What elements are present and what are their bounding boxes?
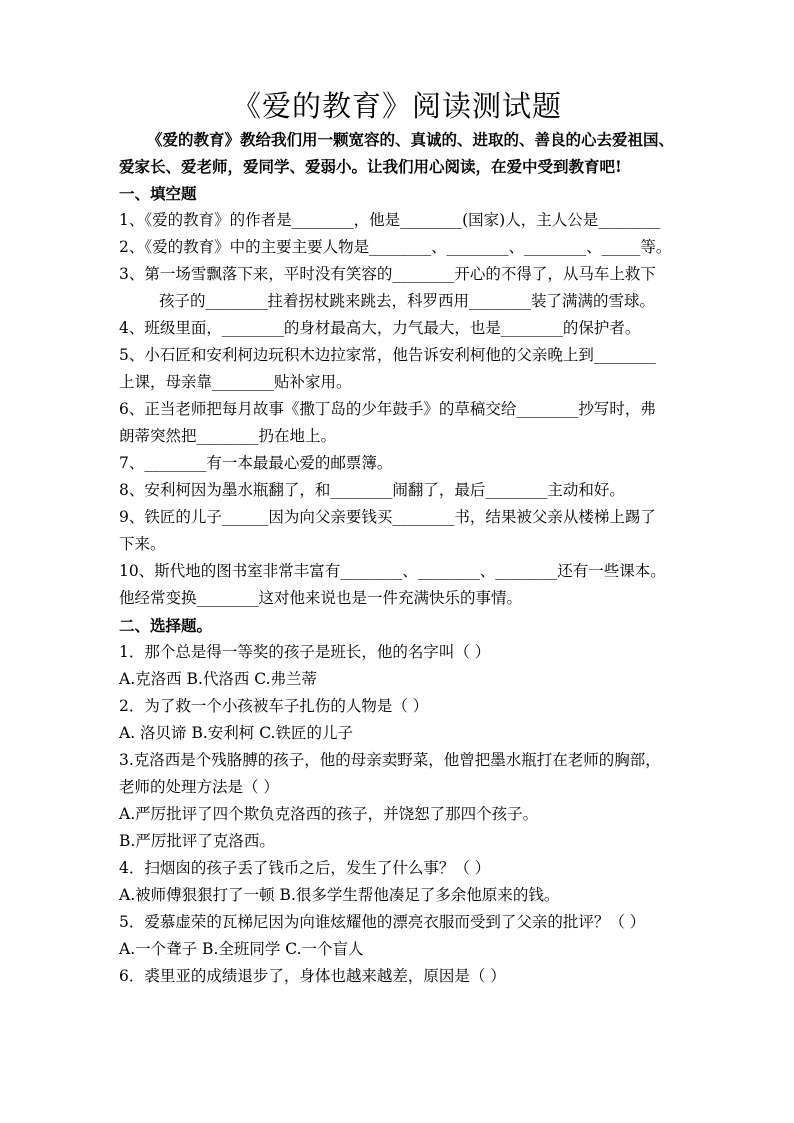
fill-question: 10、斯代地的图书室非常丰富有________、________、________还有一些课本。 [119, 562, 666, 580]
choice-options: A.一个聋子 B.全班同学 C.一个盲人 [119, 940, 364, 958]
fill-question: 7、________有一本最最心爱的邮票簿。 [119, 454, 393, 472]
choice-question-continued: 老师的处理方法是（ ） [119, 778, 279, 796]
choice-question: 1．那个总是得一等奖的孩子是班长，他的名字叫（ ） [119, 643, 491, 661]
choice-question: 3.克洛西是个残胳膊的孩子，他的母亲卖野菜，他曾把墨水瓶打在老师的胸部， [119, 751, 661, 769]
fill-question-continued: 下来。 [119, 535, 166, 553]
fill-question: 6、正当老师把每月故事《撒丁岛的少年鼓手》的草稿交给________抄写时，弗 [119, 400, 656, 418]
fill-question: 9、铁匠的儿子______因为向父亲要钱买________书，结果被父亲从楼梯上踢了 [119, 508, 656, 526]
fill-question: 4、班级里面，________的身材最高大，力气最大，也是________的保护者。 [119, 319, 641, 337]
fill-question-continued: 孩子的________拄着拐杖跳来跳去，科罗西用________装了满满的雪球。 [159, 292, 656, 310]
fill-question-continued: 他经常变换________这对他来说也是一件充满快乐的事情。 [119, 589, 523, 607]
fill-question: 1、《爱的教育》的作者是________，他是________(国家)人，主人公是________ [119, 211, 661, 229]
choice-question: 6．裘里亚的成绩退步了，身体也越来越差，原因是（ ） [119, 967, 506, 985]
fill-question: 2、《爱的教育》中的主要主要人物是________、________、________、_____等。 [119, 238, 672, 256]
section-heading-choice: 二、选择题。 [119, 616, 213, 635]
choice-question: 4．扫烟囱的孩子丢了钱币之后，发生了什么事？（ ） [119, 859, 491, 877]
choice-options: A. 洛贝谛 B.安利柯 C.铁匠的儿子 [119, 724, 353, 742]
choice-options: A.被师傅狠狠打了一顿 B.很多学生帮他凑足了多余他原来的钱。 [119, 886, 560, 904]
fill-question-continued: 上课，母亲靠________贴补家用。 [119, 373, 352, 391]
choice-options: B.严厉批评了克洛西。 [119, 832, 275, 850]
fill-question: 3、第一场雪飘落下来，平时没有笑容的________开心的不得了，从马车上救下 [119, 265, 656, 283]
fill-question: 5、小石匠和安利柯边玩积木边拉家常，他告诉安利柯他的父亲晚上到________ [119, 346, 656, 364]
choice-options: A.克洛西 B.代洛西 C.弗兰蒂 [119, 670, 318, 688]
fill-question-continued: 朗蒂突然把________扔在地上。 [119, 427, 337, 445]
choice-question: 2．为了救一个小孩被车子扎伤的人物是（ ） [119, 697, 429, 715]
choice-question: 5．爱慕虚荣的瓦梯尼因为向谁炫耀他的漂亮衣服而受到了父亲的批评？（ ） [119, 913, 646, 931]
choice-options: A.严厉批评了四个欺负克洛西的孩子，并饶恕了那四个孩子。 [119, 805, 539, 823]
page-title: 《爱的教育》阅读测试题 [231, 89, 562, 123]
fill-question: 8、安利柯因为墨水瓶翻了，和________闹翻了，最后________主动和好。 [119, 481, 625, 499]
section-heading-fill: 一、填空题 [119, 184, 197, 203]
intro-paragraph: 《爱的教育》教给我们用一颗宽容的、真诚的、进取的、善良的心去爱祖国、爱家长、爱老师，爱同学、爱弱小。让我们用心阅读，在爱中受到教育吧! [119, 130, 675, 176]
